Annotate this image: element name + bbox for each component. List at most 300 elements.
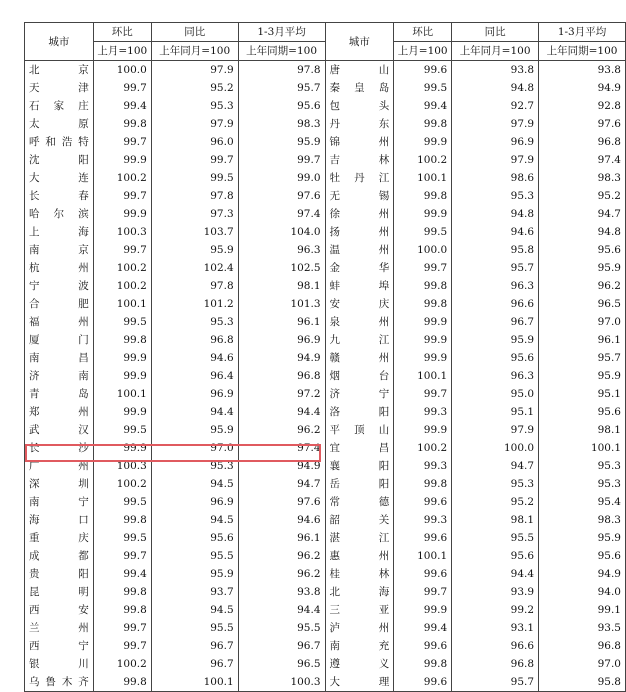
cell-mom-left: 99.9 <box>93 151 151 169</box>
cell-city-left: 大 连 <box>25 169 94 187</box>
cell-yoy-left: 94.5 <box>151 601 238 619</box>
cell-city-right: 秦皇岛 <box>325 79 394 97</box>
table-row <box>25 673 626 692</box>
cell-mom-left: 99.7 <box>93 79 151 97</box>
cell-city-right: 扬 州 <box>325 223 394 241</box>
cell-city-right: 九 江 <box>325 331 394 349</box>
cell-mom-right: 99.7 <box>394 385 452 403</box>
table-row <box>25 241 626 259</box>
cell-city-left: 杭 州 <box>25 259 94 277</box>
cell-city-left: 长 沙 <box>25 439 94 457</box>
cell-yoy-left: 95.2 <box>151 79 238 97</box>
table-row <box>25 349 626 367</box>
cell-avg-left: 94.6 <box>238 511 325 529</box>
header-yoy-right: 同比 <box>452 23 539 42</box>
cell-yoy-left: 97.8 <box>151 187 238 205</box>
cell-city-left: 兰 州 <box>25 619 94 637</box>
cell-avg-left: 95.6 <box>238 97 325 115</box>
header-mom-right: 环比 <box>394 23 452 42</box>
cell-yoy-right: 97.9 <box>452 151 539 169</box>
cell-avg-right: 95.3 <box>539 475 626 493</box>
cell-yoy-right: 94.4 <box>452 565 539 583</box>
cell-avg-right: 96.8 <box>539 637 626 655</box>
cell-yoy-right: 93.8 <box>452 61 539 80</box>
table-row <box>25 205 626 223</box>
cell-avg-right: 94.8 <box>539 223 626 241</box>
cell-mom-right: 99.3 <box>394 457 452 475</box>
cell-mom-right: 100.1 <box>394 547 452 565</box>
cell-avg-right: 92.8 <box>539 97 626 115</box>
cell-avg-left: 94.4 <box>238 403 325 421</box>
cell-yoy-left: 97.0 <box>151 439 238 457</box>
table-row <box>25 277 626 295</box>
table-row <box>25 547 626 565</box>
cell-avg-left: 96.5 <box>238 655 325 673</box>
cell-yoy-left: 95.9 <box>151 421 238 439</box>
table-row <box>25 403 626 421</box>
table-row <box>25 367 626 385</box>
cell-mom-left: 99.4 <box>93 97 151 115</box>
cell-city-left: 石家庄 <box>25 97 94 115</box>
cell-avg-right: 99.1 <box>539 601 626 619</box>
table-row <box>25 295 626 313</box>
header-avg-base-left: 上年同期=100 <box>238 42 325 61</box>
cell-avg-right: 96.5 <box>539 295 626 313</box>
cell-avg-right: 100.1 <box>539 439 626 457</box>
cell-city-left: 天 津 <box>25 79 94 97</box>
cell-avg-right: 93.8 <box>539 61 626 80</box>
cell-mom-right: 99.9 <box>394 205 452 223</box>
cell-yoy-left: 97.3 <box>151 205 238 223</box>
cell-avg-right: 95.4 <box>539 493 626 511</box>
cell-city-left: 合 肥 <box>25 295 94 313</box>
table-row <box>25 187 626 205</box>
cell-city-right: 泉 州 <box>325 313 394 331</box>
cell-mom-left: 100.2 <box>93 655 151 673</box>
cell-mom-left: 100.3 <box>93 457 151 475</box>
cell-avg-left: 99.0 <box>238 169 325 187</box>
cell-avg-right: 98.3 <box>539 511 626 529</box>
cell-mom-right: 99.9 <box>394 349 452 367</box>
cell-avg-left: 96.3 <box>238 241 325 259</box>
cell-yoy-left: 95.5 <box>151 619 238 637</box>
cell-yoy-left: 95.6 <box>151 529 238 547</box>
cell-city-right: 平顶山 <box>325 421 394 439</box>
cell-yoy-left: 96.9 <box>151 385 238 403</box>
cell-yoy-right: 96.6 <box>452 295 539 313</box>
cell-mom-left: 99.9 <box>93 403 151 421</box>
cell-city-right: 岳 阳 <box>325 475 394 493</box>
cell-yoy-right: 96.7 <box>452 313 539 331</box>
cell-yoy-right: 99.2 <box>452 601 539 619</box>
header-yoy-left: 同比 <box>151 23 238 42</box>
table-header <box>25 23 626 61</box>
cell-city-left: 南 昌 <box>25 349 94 367</box>
cell-yoy-right: 96.9 <box>452 133 539 151</box>
cell-mom-left: 99.5 <box>93 421 151 439</box>
header-avg-right: 1-3月平均 <box>539 23 626 42</box>
table-row <box>25 79 626 97</box>
cell-yoy-right: 95.3 <box>452 475 539 493</box>
cell-avg-left: 94.7 <box>238 475 325 493</box>
cell-yoy-left: 95.3 <box>151 457 238 475</box>
cell-yoy-left: 96.9 <box>151 493 238 511</box>
cell-city-left: 南 京 <box>25 241 94 259</box>
table-row <box>25 259 626 277</box>
cell-avg-left: 96.1 <box>238 529 325 547</box>
cell-city-right: 济 宁 <box>325 385 394 403</box>
cell-avg-left: 98.1 <box>238 277 325 295</box>
cell-avg-right: 93.5 <box>539 619 626 637</box>
cell-yoy-left: 103.7 <box>151 223 238 241</box>
cell-yoy-right: 96.3 <box>452 367 539 385</box>
cell-yoy-left: 97.9 <box>151 115 238 133</box>
cell-mom-right: 99.8 <box>394 295 452 313</box>
cell-avg-left: 95.5 <box>238 619 325 637</box>
cell-yoy-right: 98.6 <box>452 169 539 187</box>
cell-city-right: 韶 关 <box>325 511 394 529</box>
cell-city-right: 大 理 <box>325 673 394 692</box>
cell-avg-right: 97.0 <box>539 655 626 673</box>
cell-yoy-right: 96.8 <box>452 655 539 673</box>
cell-yoy-left: 99.7 <box>151 151 238 169</box>
cell-city-left: 银 川 <box>25 655 94 673</box>
cell-yoy-left: 95.3 <box>151 313 238 331</box>
cell-mom-left: 100.2 <box>93 277 151 295</box>
cell-mom-left: 99.7 <box>93 619 151 637</box>
cell-yoy-left: 95.5 <box>151 547 238 565</box>
cell-city-left: 贵 阳 <box>25 565 94 583</box>
price-index-table <box>24 22 626 692</box>
cell-yoy-right: 97.9 <box>452 421 539 439</box>
cell-mom-right: 99.9 <box>394 313 452 331</box>
cell-city-right: 惠 州 <box>325 547 394 565</box>
price-index-table-wrap <box>24 22 626 692</box>
cell-yoy-left: 94.4 <box>151 403 238 421</box>
table-row <box>25 115 626 133</box>
cell-avg-left: 99.7 <box>238 151 325 169</box>
table-row <box>25 565 626 583</box>
cell-mom-right: 99.9 <box>394 331 452 349</box>
cell-city-right: 泸 州 <box>325 619 394 637</box>
cell-mom-left: 99.7 <box>93 187 151 205</box>
cell-avg-left: 94.9 <box>238 457 325 475</box>
header-yoy-base-left: 上年同月=100 <box>151 42 238 61</box>
cell-mom-left: 99.8 <box>93 601 151 619</box>
cell-city-left: 济 南 <box>25 367 94 385</box>
cell-mom-left: 99.7 <box>93 241 151 259</box>
cell-city-right: 唐 山 <box>325 61 394 80</box>
cell-mom-right: 99.5 <box>394 223 452 241</box>
cell-yoy-left: 96.7 <box>151 655 238 673</box>
cell-city-right: 温 州 <box>325 241 394 259</box>
cell-yoy-right: 95.0 <box>452 385 539 403</box>
cell-city-left: 深 圳 <box>25 475 94 493</box>
cell-mom-right: 99.7 <box>394 583 452 601</box>
cell-mom-right: 100.2 <box>394 439 452 457</box>
cell-mom-right: 99.8 <box>394 277 452 295</box>
cell-city-left: 郑 州 <box>25 403 94 421</box>
cell-yoy-left: 95.3 <box>151 97 238 115</box>
cell-avg-right: 95.6 <box>539 241 626 259</box>
cell-yoy-left: 100.1 <box>151 673 238 692</box>
header-avg-left: 1-3月平均 <box>238 23 325 42</box>
cell-avg-right: 95.7 <box>539 349 626 367</box>
cell-mom-right: 99.4 <box>394 97 452 115</box>
cell-city-left: 武 汉 <box>25 421 94 439</box>
cell-yoy-left: 102.4 <box>151 259 238 277</box>
cell-avg-left: 96.8 <box>238 367 325 385</box>
cell-city-left: 上 海 <box>25 223 94 241</box>
cell-avg-left: 98.3 <box>238 115 325 133</box>
cell-avg-left: 104.0 <box>238 223 325 241</box>
cell-mom-right: 99.8 <box>394 115 452 133</box>
table-row <box>25 331 626 349</box>
cell-mom-right: 99.8 <box>394 475 452 493</box>
cell-yoy-right: 98.1 <box>452 511 539 529</box>
cell-avg-right: 96.8 <box>539 133 626 151</box>
cell-avg-right: 96.2 <box>539 277 626 295</box>
cell-city-left: 重 庆 <box>25 529 94 547</box>
cell-avg-right: 95.9 <box>539 367 626 385</box>
cell-avg-left: 97.6 <box>238 187 325 205</box>
table-row <box>25 223 626 241</box>
cell-mom-right: 99.5 <box>394 79 452 97</box>
cell-avg-left: 96.1 <box>238 313 325 331</box>
cell-mom-right: 99.7 <box>394 259 452 277</box>
cell-avg-left: 97.2 <box>238 385 325 403</box>
cell-avg-left: 102.5 <box>238 259 325 277</box>
cell-mom-left: 99.5 <box>93 529 151 547</box>
table-row <box>25 475 626 493</box>
cell-yoy-left: 94.5 <box>151 475 238 493</box>
table-row <box>25 151 626 169</box>
cell-yoy-right: 95.7 <box>452 259 539 277</box>
cell-yoy-left: 93.7 <box>151 583 238 601</box>
cell-yoy-right: 96.6 <box>452 637 539 655</box>
header-mom-base-left: 上月=100 <box>93 42 151 61</box>
cell-yoy-right: 95.6 <box>452 349 539 367</box>
cell-avg-left: 96.2 <box>238 565 325 583</box>
cell-avg-right: 98.3 <box>539 169 626 187</box>
cell-avg-left: 94.4 <box>238 601 325 619</box>
cell-yoy-right: 97.9 <box>452 115 539 133</box>
cell-avg-left: 95.7 <box>238 79 325 97</box>
cell-mom-right: 100.2 <box>394 151 452 169</box>
cell-yoy-right: 94.8 <box>452 79 539 97</box>
cell-mom-left: 99.9 <box>93 439 151 457</box>
cell-mom-right: 99.4 <box>394 619 452 637</box>
cell-yoy-right: 100.0 <box>452 439 539 457</box>
cell-yoy-right: 95.7 <box>452 673 539 692</box>
table-row <box>25 493 626 511</box>
cell-city-left: 乌鲁木齐 <box>25 673 94 692</box>
cell-city-left: 南 宁 <box>25 493 94 511</box>
cell-city-right: 蚌 埠 <box>325 277 394 295</box>
cell-city-right: 徐 州 <box>325 205 394 223</box>
table-row <box>25 133 626 151</box>
cell-mom-right: 100.1 <box>394 367 452 385</box>
cell-city-left: 长 春 <box>25 187 94 205</box>
cell-mom-left: 100.1 <box>93 385 151 403</box>
cell-yoy-left: 94.6 <box>151 349 238 367</box>
cell-mom-left: 100.3 <box>93 223 151 241</box>
cell-mom-right: 100.0 <box>394 241 452 259</box>
cell-yoy-right: 95.9 <box>452 331 539 349</box>
table-row <box>25 421 626 439</box>
cell-city-right: 桂 林 <box>325 565 394 583</box>
cell-city-right: 北 海 <box>325 583 394 601</box>
cell-mom-left: 99.8 <box>93 673 151 692</box>
cell-avg-right: 94.7 <box>539 205 626 223</box>
cell-city-left: 福 州 <box>25 313 94 331</box>
cell-mom-left: 99.9 <box>93 367 151 385</box>
cell-avg-right: 97.6 <box>539 115 626 133</box>
cell-avg-right: 97.4 <box>539 151 626 169</box>
cell-city-left: 西 宁 <box>25 637 94 655</box>
cell-city-right: 安 庆 <box>325 295 394 313</box>
table-row <box>25 97 626 115</box>
cell-city-right: 三 亚 <box>325 601 394 619</box>
cell-mom-left: 99.8 <box>93 115 151 133</box>
cell-avg-right: 98.1 <box>539 421 626 439</box>
cell-city-right: 丹 东 <box>325 115 394 133</box>
cell-city-left: 呼和浩特 <box>25 133 94 151</box>
cell-yoy-right: 93.9 <box>452 583 539 601</box>
cell-city-left: 成 都 <box>25 547 94 565</box>
cell-city-right: 遵 义 <box>325 655 394 673</box>
cell-mom-left: 100.2 <box>93 259 151 277</box>
cell-avg-right: 94.9 <box>539 79 626 97</box>
cell-city-right: 锦 州 <box>325 133 394 151</box>
cell-avg-right: 95.6 <box>539 403 626 421</box>
cell-city-right: 南 充 <box>325 637 394 655</box>
cell-mom-right: 99.8 <box>394 655 452 673</box>
cell-avg-right: 94.0 <box>539 583 626 601</box>
table-row <box>25 529 626 547</box>
cell-yoy-right: 94.8 <box>452 205 539 223</box>
cell-avg-right: 96.1 <box>539 331 626 349</box>
cell-city-left: 哈尔滨 <box>25 205 94 223</box>
cell-avg-right: 95.9 <box>539 259 626 277</box>
cell-mom-right: 99.6 <box>394 529 452 547</box>
cell-avg-right: 95.6 <box>539 547 626 565</box>
cell-mom-right: 99.8 <box>394 187 452 205</box>
cell-yoy-left: 96.4 <box>151 367 238 385</box>
cell-mom-right: 99.6 <box>394 637 452 655</box>
cell-mom-left: 100.1 <box>93 295 151 313</box>
cell-city-right: 洛 阳 <box>325 403 394 421</box>
cell-avg-right: 95.1 <box>539 385 626 403</box>
cell-yoy-left: 97.9 <box>151 61 238 80</box>
cell-avg-left: 96.2 <box>238 547 325 565</box>
cell-city-right: 襄 阳 <box>325 457 394 475</box>
cell-mom-left: 100.0 <box>93 61 151 80</box>
cell-avg-left: 93.8 <box>238 583 325 601</box>
cell-yoy-right: 95.5 <box>452 529 539 547</box>
cell-city-right: 包 头 <box>325 97 394 115</box>
cell-avg-left: 101.3 <box>238 295 325 313</box>
cell-mom-left: 99.5 <box>93 493 151 511</box>
table-row <box>25 385 626 403</box>
header-city-left: 城市 <box>25 23 94 61</box>
cell-yoy-left: 99.5 <box>151 169 238 187</box>
cell-avg-right: 94.9 <box>539 565 626 583</box>
cell-city-left: 广 州 <box>25 457 94 475</box>
cell-mom-left: 100.2 <box>93 169 151 187</box>
cell-yoy-left: 96.8 <box>151 331 238 349</box>
table-row <box>25 61 626 80</box>
cell-avg-left: 94.9 <box>238 349 325 367</box>
table-row <box>25 619 626 637</box>
table-row <box>25 169 626 187</box>
cell-mom-right: 100.1 <box>394 169 452 187</box>
cell-city-left: 青 岛 <box>25 385 94 403</box>
cell-city-left: 北 京 <box>25 61 94 80</box>
cell-city-left: 海 口 <box>25 511 94 529</box>
cell-mom-left: 99.9 <box>93 349 151 367</box>
cell-avg-left: 96.7 <box>238 637 325 655</box>
cell-city-left: 西 安 <box>25 601 94 619</box>
cell-city-right: 赣 州 <box>325 349 394 367</box>
cell-avg-left: 97.4 <box>238 205 325 223</box>
cell-city-right: 宜 昌 <box>325 439 394 457</box>
cell-mom-left: 99.7 <box>93 547 151 565</box>
cell-city-right: 湛 江 <box>325 529 394 547</box>
cell-avg-left: 96.9 <box>238 331 325 349</box>
cell-city-right: 牡丹江 <box>325 169 394 187</box>
table-row <box>25 655 626 673</box>
cell-yoy-left: 96.0 <box>151 133 238 151</box>
cell-avg-right: 95.8 <box>539 673 626 692</box>
cell-city-right: 吉 林 <box>325 151 394 169</box>
cell-yoy-left: 101.2 <box>151 295 238 313</box>
cell-mom-right: 99.9 <box>394 421 452 439</box>
cell-yoy-right: 95.1 <box>452 403 539 421</box>
cell-city-left: 沈 阳 <box>25 151 94 169</box>
cell-yoy-right: 95.8 <box>452 241 539 259</box>
cell-city-left: 宁 波 <box>25 277 94 295</box>
cell-avg-right: 97.0 <box>539 313 626 331</box>
table-body <box>25 61 626 692</box>
cell-mom-right: 99.6 <box>394 673 452 692</box>
cell-mom-right: 99.9 <box>394 601 452 619</box>
cell-avg-left: 96.2 <box>238 421 325 439</box>
cell-avg-left: 95.9 <box>238 133 325 151</box>
cell-mom-right: 99.9 <box>394 133 452 151</box>
cell-city-right: 金 华 <box>325 259 394 277</box>
table-row <box>25 601 626 619</box>
cell-city-left: 厦 门 <box>25 331 94 349</box>
header-city-right: 城市 <box>325 23 394 61</box>
cell-city-left: 昆 明 <box>25 583 94 601</box>
cell-avg-right: 95.2 <box>539 187 626 205</box>
header-yoy-base-right: 上年同月=100 <box>452 42 539 61</box>
cell-mom-left: 100.2 <box>93 475 151 493</box>
table-row <box>25 457 626 475</box>
cell-city-right: 常 德 <box>325 493 394 511</box>
cell-mom-left: 99.8 <box>93 583 151 601</box>
cell-mom-left: 99.8 <box>93 511 151 529</box>
header-mom-base-right: 上月=100 <box>394 42 452 61</box>
cell-yoy-right: 94.6 <box>452 223 539 241</box>
cell-yoy-left: 94.5 <box>151 511 238 529</box>
cell-yoy-right: 93.1 <box>452 619 539 637</box>
cell-avg-right: 95.3 <box>539 457 626 475</box>
cell-avg-right: 95.9 <box>539 529 626 547</box>
header-mom-left: 环比 <box>93 23 151 42</box>
cell-avg-left: 97.4 <box>238 439 325 457</box>
